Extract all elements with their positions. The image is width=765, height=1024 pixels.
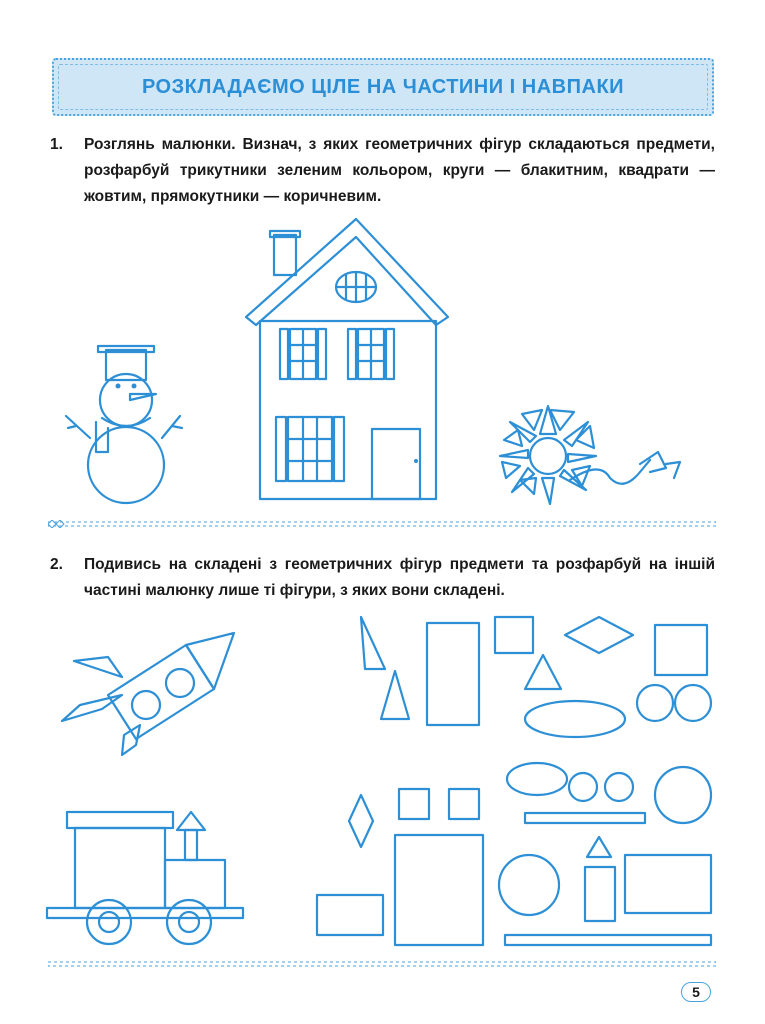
train-parts [315, 765, 715, 950]
rocket-parts [355, 615, 720, 765]
task-2-number: 2. [50, 556, 63, 573]
divider-2 [48, 960, 716, 968]
rocket-figure [60, 625, 250, 765]
task-1-text: Розглянь малюнки. Визнач, з яких геометричних фігур складаються предмети, розфарбуй трикутники зеленим кольором, круги — блакитним, квадрати — жовтим, прямокутники — коричневим. [84, 136, 715, 205]
title-banner [52, 58, 714, 116]
task-2-text: Подивись на складені з геометричних фігур предмети та розфарбуй на іншій частині малюнку лише ті фігури, з яких вони складені. [84, 556, 715, 599]
page-title: РОЗКЛАДАЄМО ЦІЛЕ НА ЧАСТИНИ І НАВПАКИ [141, 75, 625, 98]
task-1-number: 1. [50, 136, 63, 153]
flower-figure [490, 400, 690, 510]
task-1 [50, 132, 715, 210]
train-figure [45, 810, 245, 955]
task-2 [50, 552, 715, 604]
house-figure [240, 215, 455, 505]
page-number: 5 [681, 982, 711, 1002]
divider-1 [48, 520, 716, 528]
snowman-figure [50, 340, 200, 500]
